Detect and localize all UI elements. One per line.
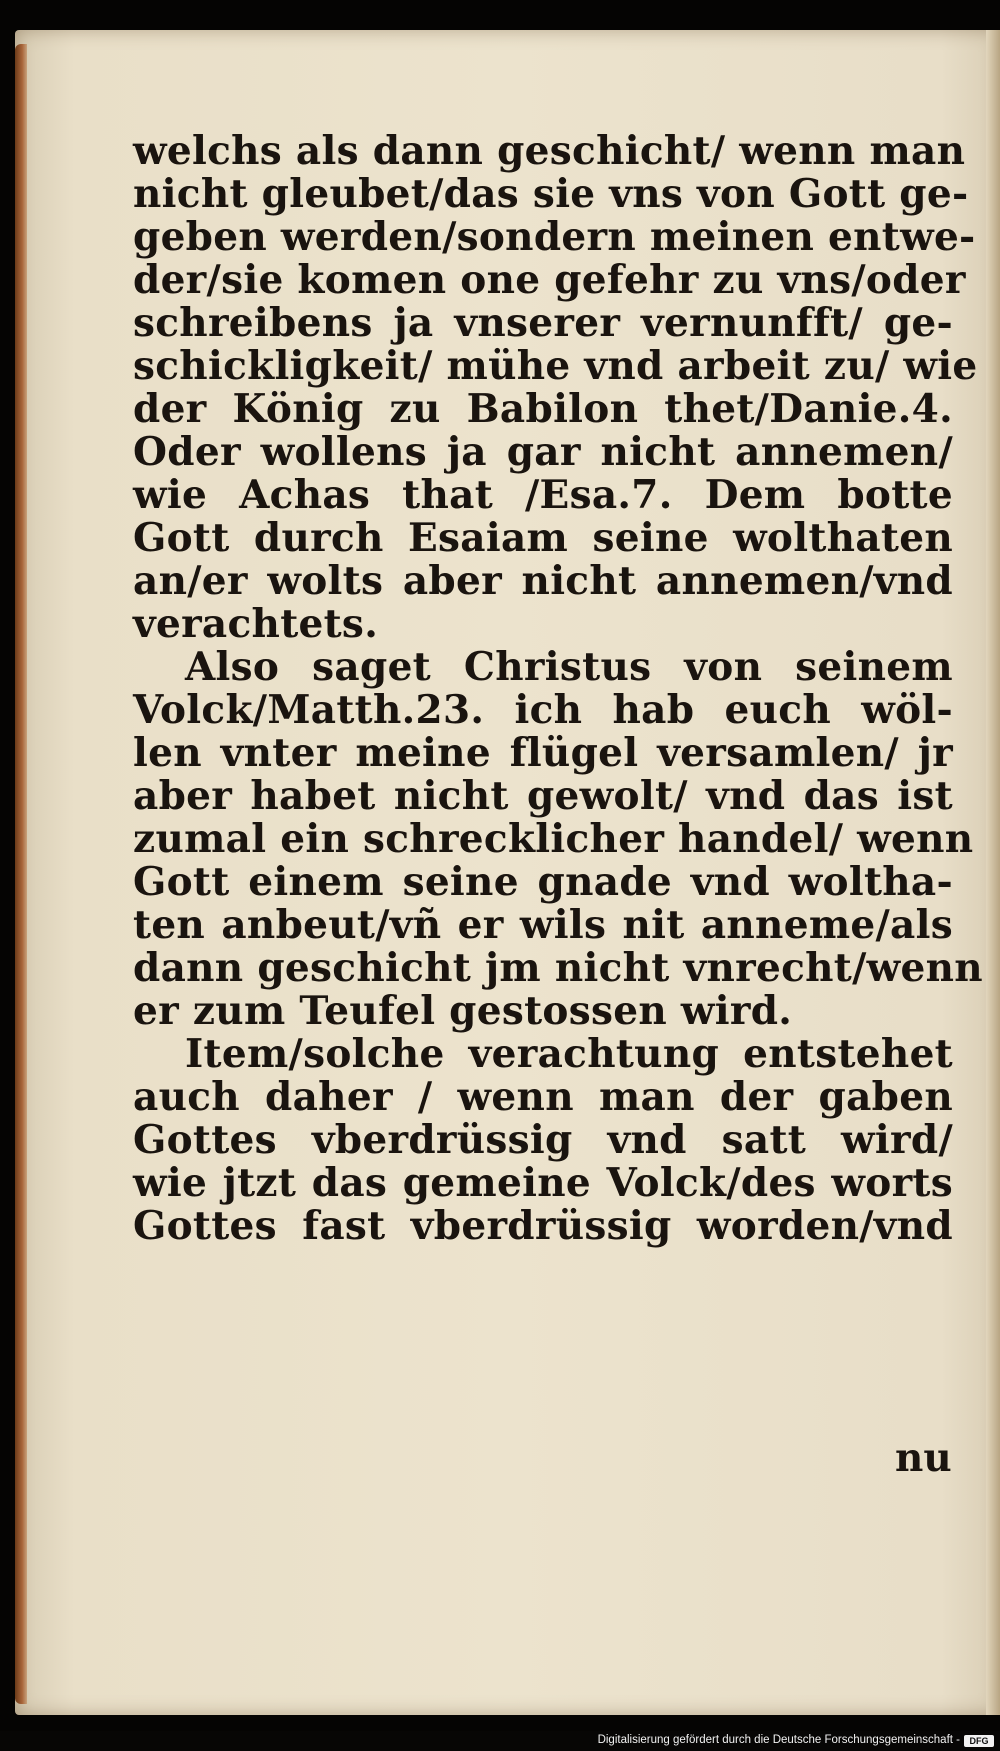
text-line: ten anbeut/vñ er wils nit anneme/als [133,902,953,948]
text-line: wie jtzt das gemeine Volck/des worts [133,1160,953,1206]
text-line-paragraph-start: Also saget Christus von seinem [185,644,953,690]
text-line: an/er wolts aber nicht annemen/vnd [133,558,953,604]
text-line: verachtets. [133,601,379,647]
text-line: Volck/Matth.23. ich hab euch wöl- [133,687,953,733]
catchword: nu [895,1435,952,1481]
text-line: wie Achas that /Esa.7. Dem botte [133,472,953,518]
text-line: geben werden/sondern meinen entwe- [133,214,976,260]
page-text-block [133,128,983,1249]
page-binding-edge [15,44,27,1704]
text-line: nicht gleubet/das sie vns von Gott ge- [133,171,969,217]
text-line: der König zu Babilon thet/Danie.4. [133,386,953,432]
text-line: Gott durch Esaiam seine wolthaten [133,515,953,561]
text-line: der/sie komen one gefehr zu vns/oder [133,257,966,303]
text-line: welchs als dann geschicht/ wenn man [133,128,966,174]
text-line: Gott einem seine gnade vnd woltha- [133,859,953,905]
text-line: zumal ein schrecklicher handel/ wenn [133,816,974,862]
text-line: Gottes vberdrüssig vnd satt wird/ [133,1117,953,1163]
dfg-logo: DFG [964,1735,994,1747]
text-line: schreibens ja vnserer vernunfft/ ge- [133,300,953,346]
text-line: dann geschicht jm nicht vnrecht/wenn [133,945,983,991]
text-line: Gottes fast vberdrüssig worden/vnd [133,1203,953,1249]
text-line: er zum Teufel gestossen wird. [133,988,793,1034]
text-line-paragraph-start: Item/solche verachtung entstehet [185,1031,953,1077]
text-line: Oder wollens ja gar nicht annemen/ [133,429,953,475]
text-line: auch daher / wenn man der gaben [133,1074,953,1120]
text-line: len vnter meine flügel versamlen/ jr [133,730,953,776]
page-fore-edge [986,30,1000,1715]
text-line: schickligkeit/ mühe vnd arbeit zu/ wie [133,343,978,389]
funding-credit: Digitalisierung gefördert durch die Deutsche Forschungsgemeinschaft - [597,1734,960,1746]
text-line: aber habet nicht gewolt/ vnd das ist [133,773,953,819]
